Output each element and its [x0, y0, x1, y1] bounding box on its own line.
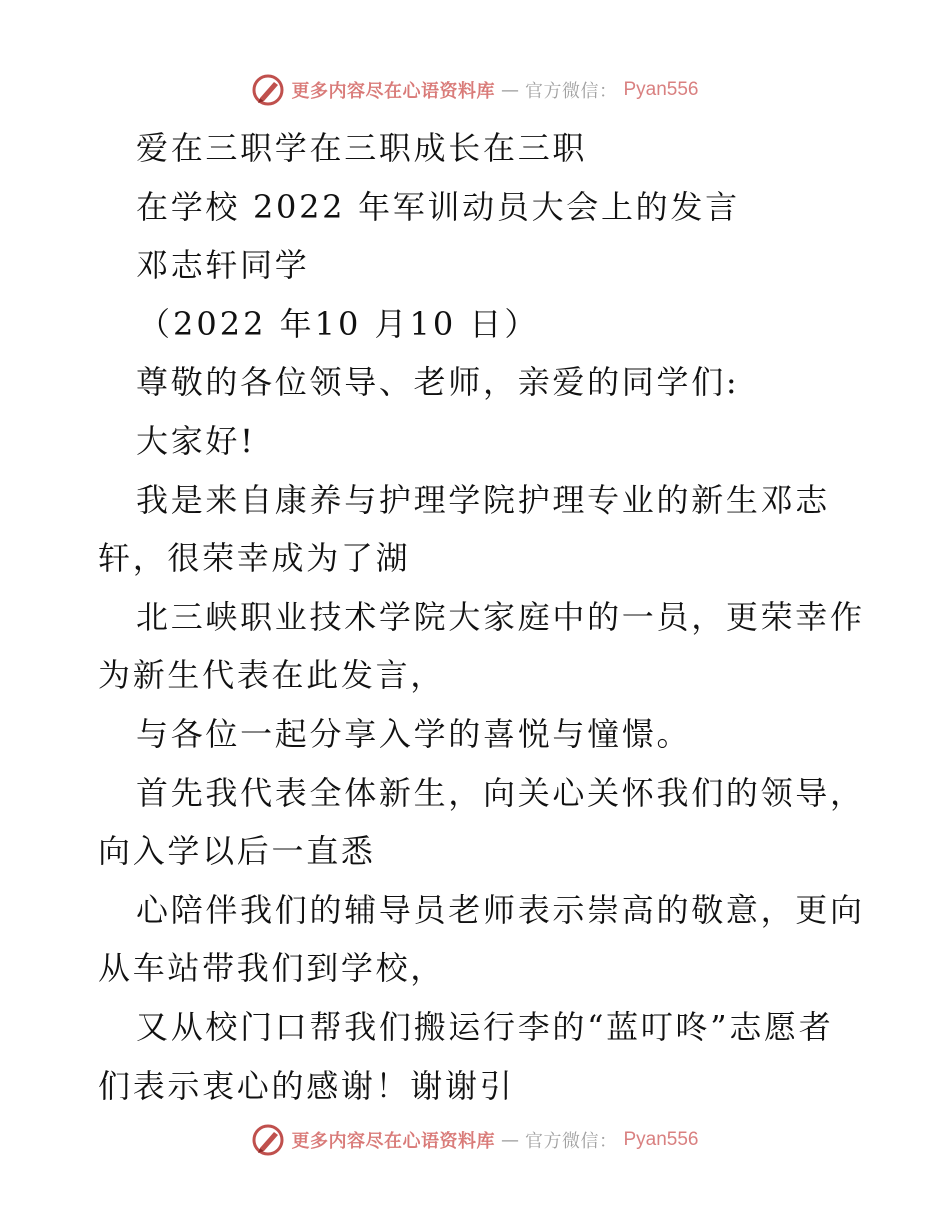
paragraph-line: 又从校门口帮我们搬运行李的“蓝叮咚”志愿者	[136, 1007, 834, 1046]
paragraph-line: 北三峡职业技术学院大家庭中的一员，更荣幸作	[136, 597, 865, 636]
pen-logo-icon	[251, 73, 285, 107]
speaker-name: 邓志轩同学	[136, 246, 310, 285]
watermark-brand: 更多内容尽在心语资料库	[291, 81, 495, 102]
header-watermark	[0, 70, 950, 110]
paragraph-line: 们表示衷心的感谢！谢谢引	[98, 1066, 515, 1105]
greeting: 大家好!	[136, 421, 256, 460]
watermark-brand: 更多内容尽在心语资料库	[291, 1131, 495, 1152]
speech-date: （2022 年10 月10 日）	[138, 304, 540, 343]
watermark-wechat-id: Pyan556	[623, 1129, 699, 1150]
document-subtitle: 在学校 2022 年军训动员大会上的发言	[136, 187, 740, 226]
document-title: 爱在三职学在三职成长在三职	[136, 129, 588, 167]
salutation: 尊敬的各位领导、老师，亲爱的同学们:	[136, 363, 740, 402]
paragraph-line: 首先我代表全体新生，向关心关怀我们的领导，	[136, 773, 865, 812]
footer-watermark	[0, 1120, 950, 1160]
watermark-wechat-label: 官方微信：	[524, 1131, 618, 1152]
paragraph-line: 轩，很荣幸成为了湖	[98, 539, 411, 578]
paragraph-line: 心陪伴我们的辅导员老师表示崇高的敬意，更向	[136, 890, 865, 929]
watermark-wechat-label: 官方微信：	[524, 81, 618, 102]
paragraph-line: 与各位一起分享入学的喜悦与憧憬。	[136, 714, 692, 753]
watermark-separator: —	[500, 1129, 519, 1151]
watermark-separator: —	[500, 79, 519, 101]
document-body	[98, 119, 865, 1115]
paragraph-line: 为新生代表在此发言，	[98, 656, 446, 695]
pen-logo-icon	[251, 1123, 285, 1157]
paragraph-line: 向入学以后一直悉	[98, 832, 376, 871]
paragraph-line: 从车站带我们到学校，	[98, 949, 446, 988]
paragraph-line: 我是来自康养与护理学院护理专业的新生邓志	[136, 480, 831, 519]
watermark-wechat-id: Pyan556	[623, 79, 699, 100]
